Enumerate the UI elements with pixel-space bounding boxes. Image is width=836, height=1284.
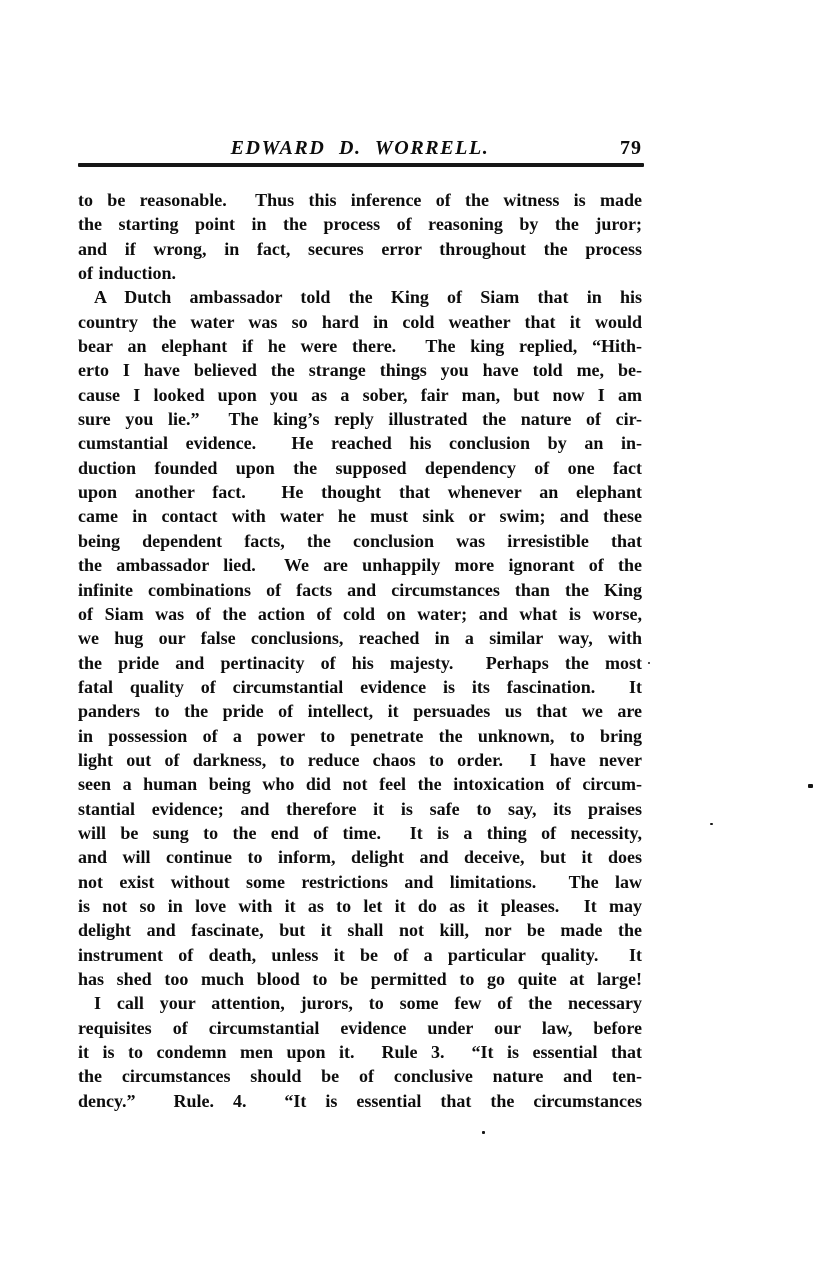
running-header xyxy=(78,135,642,161)
text-line: delight and fascinate, but it shall not kill, nor be made the xyxy=(78,920,642,941)
text-line: not exist without some restrictions and limitations. The law xyxy=(78,871,642,892)
text-line: is not so in love with it as to let it do as it pleases. It may xyxy=(78,895,642,916)
text-line: erto I have believed the strange things you have told me, be- xyxy=(78,360,642,381)
text-line: requisites of circumstantial evidence under our law, before xyxy=(78,1017,642,1038)
text-line: and will continue to inform, delight and deceive, but it does xyxy=(78,847,642,868)
text-line: cumstantial evidence. He reached his conclusion by an in- xyxy=(78,433,642,454)
text-line: the ambassador lied. We are unhappily more ignorant of the xyxy=(78,555,642,576)
page-number: 79 xyxy=(620,137,642,159)
text-line: the pride and pertinacity of his majesty. Perhaps the most xyxy=(78,652,642,673)
text-line: will be sung to the end of time. It is a thing of necessity, xyxy=(78,822,642,843)
text-line: came in contact with water he must sink or swim; and these xyxy=(78,506,642,527)
text-line: being dependent facts, the conclusion was irresistible that xyxy=(78,530,642,551)
text-line: sure you lie.” The king’s reply illustrated the nature of cir- xyxy=(78,409,642,430)
text-line: dency.” Rule. 4. “It is essential that the circumstances xyxy=(78,1090,642,1111)
text-line: the starting point in the process of reasoning by the juror; xyxy=(78,214,642,235)
text-line: instrument of death, unless it be of a particular quality. It xyxy=(78,944,642,965)
text-line: seen a human being who did not feel the intoxication of circum- xyxy=(78,774,642,795)
scan-speck xyxy=(710,823,713,825)
text-line: duction founded upon the supposed dependency of one fact xyxy=(78,457,642,478)
scan-speck xyxy=(648,662,650,664)
text-line: A Dutch ambassador told the King of Siam that in his xyxy=(94,287,642,308)
text-line: to be reasonable. Thus this inference of the witness is made xyxy=(78,190,642,210)
text-line: in possession of a power to penetrate the unknown, to bring xyxy=(78,725,642,746)
text-line: light out of darkness, to reduce chaos to order. I have never xyxy=(78,749,642,770)
scan-speck xyxy=(482,1131,485,1134)
scan-speck xyxy=(808,784,813,788)
text-line: and if wrong, in fact, secures error throughout the process xyxy=(78,238,642,259)
text-line: of Siam was of the action of cold on water; and what is worse, xyxy=(78,603,642,624)
page-title: EDWARD D. WORRELL. xyxy=(230,137,490,159)
text-line: stantial evidence; and therefore it is safe to say, its praises xyxy=(78,798,642,819)
text-line: panders to the pride of intellect, it persuades us that we are xyxy=(78,701,642,722)
page-body xyxy=(78,188,642,1113)
text-line: I call your attention, jurors, to some few of the necessary xyxy=(94,993,642,1014)
text-line: of induction. xyxy=(78,263,177,284)
paragraph xyxy=(78,991,642,1113)
text-line: it is to condemn men upon it. Rule 3. “It is essential that xyxy=(78,1042,642,1063)
paragraph xyxy=(78,188,642,285)
text-line: we hug our false conclusions, reached in a similar way, with xyxy=(78,628,642,649)
text-line: infinite combinations of facts and circumstances than the King xyxy=(78,579,642,600)
text-line: cause I looked upon you as a sober, fair man, but now I am xyxy=(78,384,642,405)
header-rule xyxy=(78,163,644,167)
text-line: fatal quality of circumstantial evidence is its fascination. It xyxy=(78,676,642,697)
text-line: has shed too much blood to be permitted to go quite at large! xyxy=(78,969,642,989)
text-line: upon another fact. He thought that whenever an elephant xyxy=(78,482,642,503)
text-line: bear an elephant if he were there. The king replied, “Hith- xyxy=(78,336,642,357)
text-line: the circumstances should be of conclusive nature and ten- xyxy=(78,1066,642,1087)
text-line: country the water was so hard in cold weather that it would xyxy=(78,311,642,332)
paragraph xyxy=(78,285,642,991)
